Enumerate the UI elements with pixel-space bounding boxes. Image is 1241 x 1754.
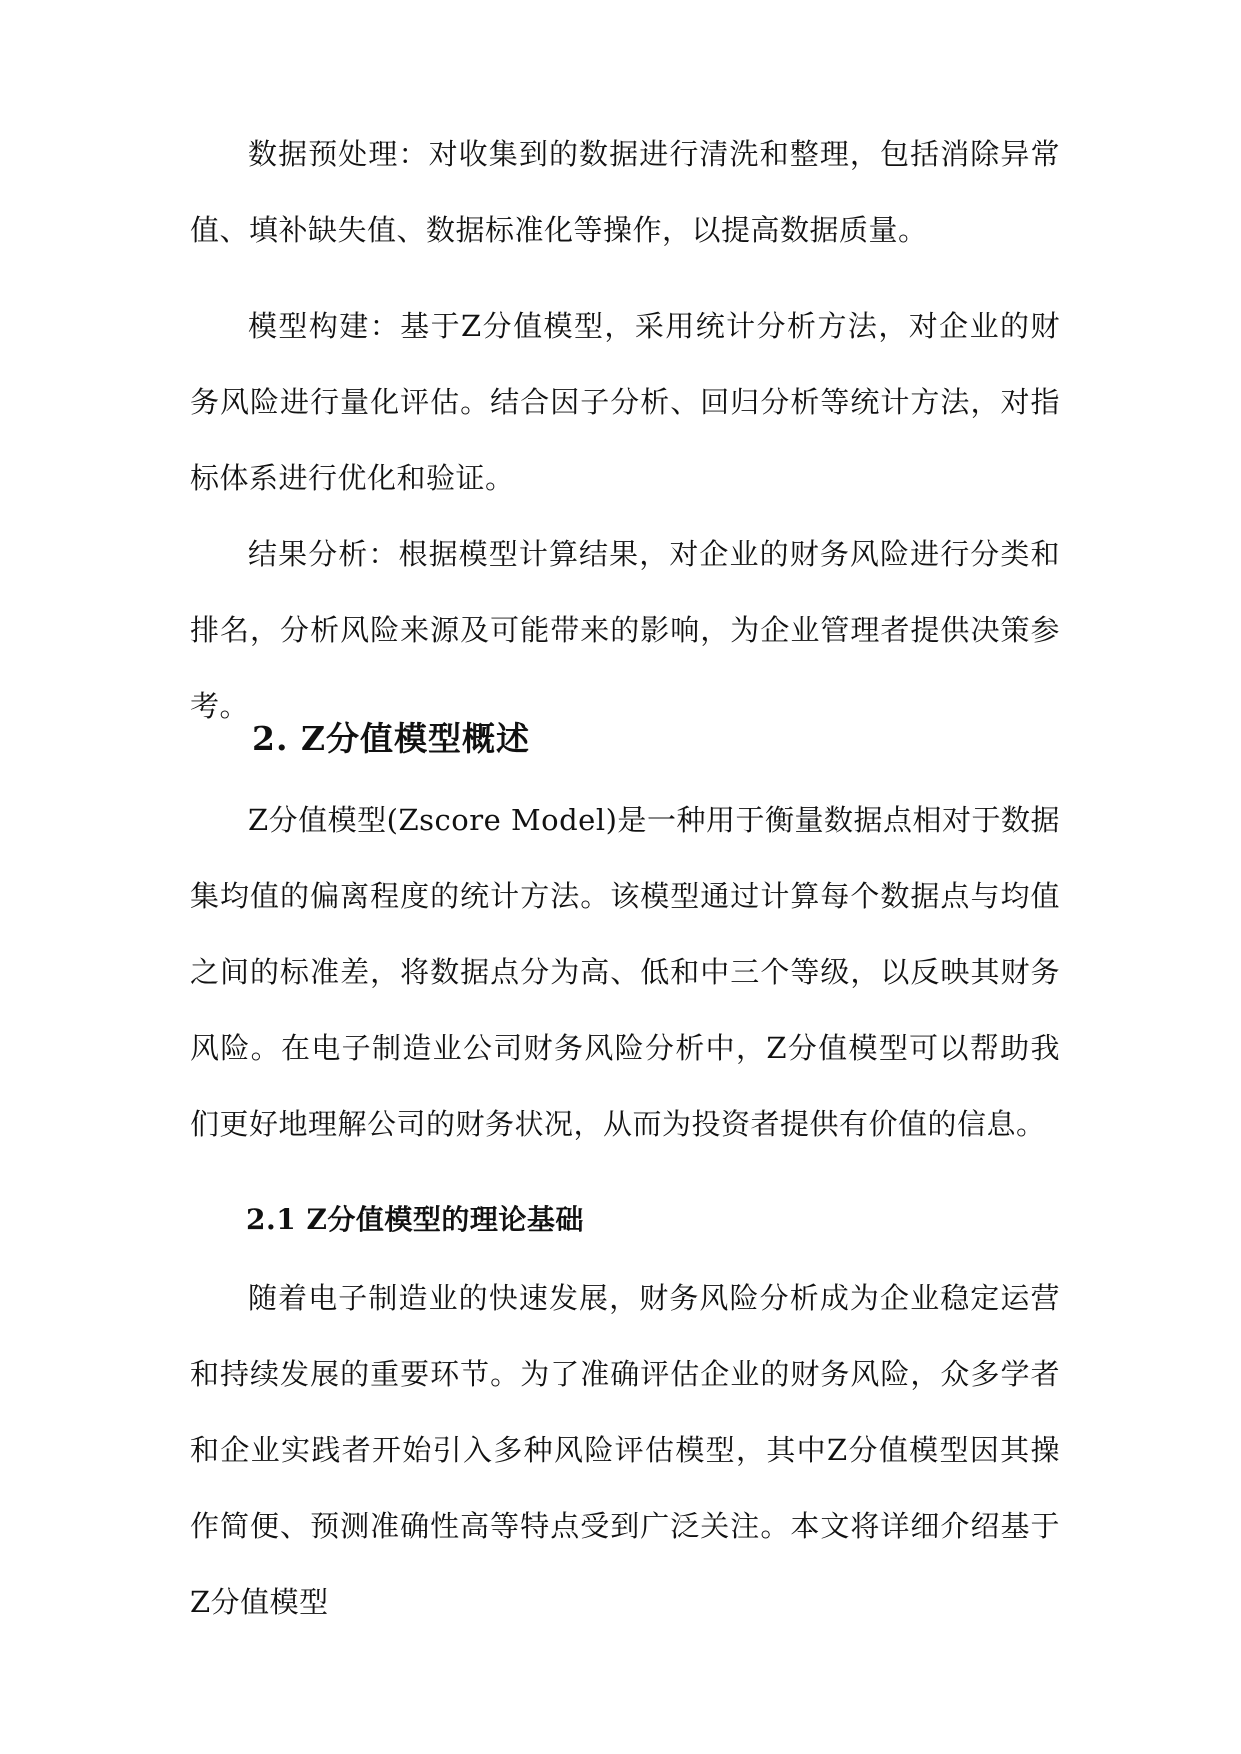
section-heading-z-score-overview: 2. Z分值模型概述 <box>252 719 531 758</box>
paragraph-result-analysis: 结果分析：根据模型计算结果，对企业的财务风险进行分类和排名，分析风险来源及可能带来的影响，为企业管理者提供决策参考。 <box>190 537 1060 723</box>
paragraph-model-construction: 模型构建：基于Z分值模型，采用统计分析方法，对企业的财务风险进行量化评估。结合因子分析、回归分析等统计方法，对指标体系进行优化和验证。 <box>190 309 1060 495</box>
paragraph-data-preprocessing: 数据预处理：对收集到的数据进行清洗和整理，包括消除异常值、填补缺失值、数据标准化等操作，以提高数据质量。 <box>190 137 1060 247</box>
subsection-heading-theoretical-basis: 2.1 Z分值模型的理论基础 <box>246 1203 584 1236</box>
paragraph-z-score-overview: Z分值模型(Zscore Model)是一种用于衡量数据点相对于数据集均值的偏离程度的统计方法。该模型通过计算每个数据点与均值之间的标准差，将数据点分为高、低和中三个等级，以反映其财务风险。在电子制造业公司财务风险分析中，Z分值模型可以帮助我们更好地理解公司的财务状况，从而为投资者提供有价值的信息。 <box>190 803 1060 1141</box>
paragraph-theoretical-basis: 随着电子制造业的快速发展，财务风险分析成为企业稳定运营和持续发展的重要环节。为了准确评估企业的财务风险，众多学者和企业实践者开始引入多种风险评估模型，其中Z分值模型因其操作简便、预测准确性高等特点受到广泛关注。本文将详细介绍基于Z分值模型 <box>190 1281 1060 1619</box>
